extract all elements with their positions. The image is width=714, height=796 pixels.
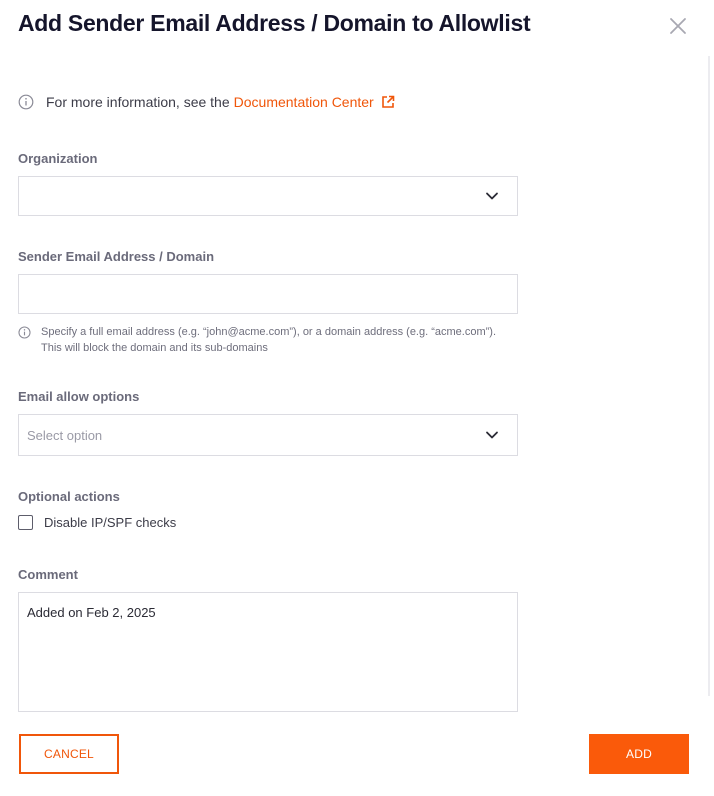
disable-ip-spf-checkbox[interactable]	[18, 515, 33, 530]
dialog-title: Add Sender Email Address / Domain to Allowlist	[18, 10, 531, 36]
sender-label: Sender Email Address / Domain	[18, 249, 215, 264]
close-button[interactable]	[666, 14, 690, 38]
sender-hint-text: Specify a full email address (e.g. “john@acme.com”), or a domain address (e.g. “acme.com”). This will block the domain and its sub-domains	[41, 326, 497, 354]
allow-options-select[interactable]	[18, 414, 518, 456]
allow-options-label: Email allow options	[18, 389, 140, 404]
sender-hint	[18, 324, 518, 356]
chevron-down-icon	[485, 189, 499, 203]
info-icon	[18, 326, 31, 339]
chevron-down-icon	[485, 428, 499, 442]
info-icon	[18, 94, 34, 110]
comment-textarea[interactable]	[18, 592, 518, 712]
add-button[interactable]: ADD	[589, 734, 689, 774]
documentation-info	[18, 92, 395, 112]
organization-select[interactable]	[18, 176, 518, 216]
optional-actions-label: Optional actions	[18, 489, 120, 504]
close-icon[interactable]	[666, 14, 690, 38]
organization-label: Organization	[18, 151, 98, 166]
allow-options-placeholder: Select option	[27, 427, 103, 443]
info-text: For more information, see the	[46, 94, 230, 110]
sender-email-input[interactable]	[19, 275, 517, 313]
disable-ip-spf-checkbox-row[interactable]	[18, 515, 176, 530]
comment-value: Added on Feb 2, 2025	[27, 605, 156, 620]
disable-ip-spf-label: Disable IP/SPF checks	[44, 515, 177, 530]
scroll-divider	[708, 56, 710, 696]
cancel-button[interactable]: CANCEL	[19, 734, 119, 774]
external-link-icon[interactable]	[381, 95, 395, 109]
documentation-center-link[interactable]: Documentation Center	[233, 94, 374, 110]
comment-label: Comment	[18, 567, 78, 582]
sender-field-wrapper	[18, 274, 518, 314]
